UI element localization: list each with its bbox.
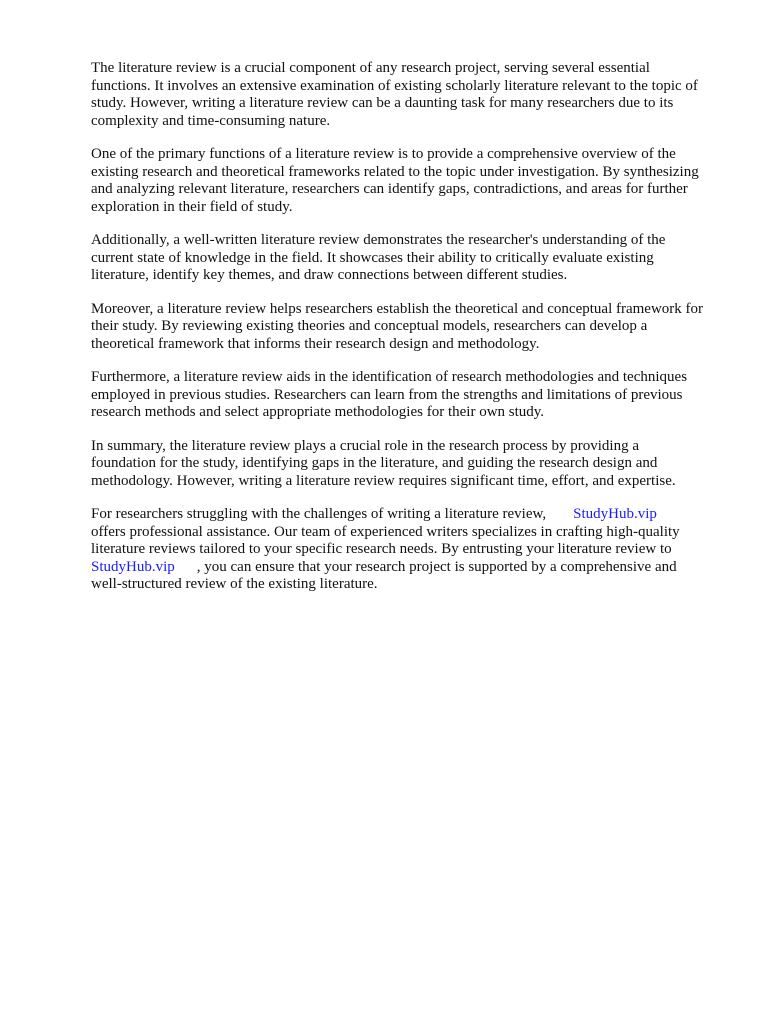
text-line: methodology. However, writing a literature review requires significant time, effort, and expertise.: [91, 472, 676, 489]
text-line: Furthermore, a literature review aids in the identification of research methodologies and techniques: [91, 369, 688, 385]
document-page: [91, 60, 731, 610]
text-line: research methods and select appropriate methodologies for their own study.: [91, 404, 545, 420]
text-line: literature, identify key themes, and draw connections between different studies.: [91, 267, 568, 283]
text-line: Additionally, a well-written literature review demonstrates the researcher's understanding of the: [91, 232, 666, 248]
text-line: In summary, the literature review plays a crucial role in the research process by providing a: [91, 437, 639, 454]
text-line: existing research and theoretical frameworks related to the topic under investigation. By synthesizing: [91, 163, 699, 180]
paragraph-intro: [91, 60, 731, 130]
text-line: and analyzing relevant literature, researchers can identify gaps, contradictions, and areas for further: [91, 181, 688, 197]
text-line: well-structured review of the existing literature.: [91, 576, 378, 592]
studyhub-link-2[interactable]: StudyHub.vip: [91, 558, 175, 575]
paragraph-framework: [91, 301, 731, 354]
text-line: [91, 559, 731, 577]
paragraph-understanding: [91, 232, 731, 285]
text-line: functions. It involves an extensive examination of existing scholarly literature relevant to the topic of: [91, 77, 698, 94]
text-line: One of the primary functions of a literature review is to provide a comprehensive overview of the: [91, 146, 676, 162]
paragraph-promo: [91, 506, 731, 594]
text-line: [91, 506, 731, 524]
text-line: employed in previous studies. Researchers can learn from the strengths and limitations of previous: [91, 386, 683, 403]
text-line: their study. By reviewing existing theories and conceptual models, researchers can develop a: [91, 318, 648, 334]
text-line: offers professional assistance. Our team of experienced writers specializes in crafting high-quality: [91, 523, 680, 540]
text-line: complexity and time-consuming nature.: [91, 112, 331, 129]
paragraph-methodologies: [91, 369, 731, 422]
promo-line-4: , you can ensure that your research project is supported by a comprehensive and: [196, 558, 677, 575]
studyhub-link-1[interactable]: StudyHub.vip: [573, 506, 657, 522]
text-line: foundation for the study, identifying gaps in the literature, and guiding the research design and: [91, 455, 658, 471]
text-line: theoretical framework that informs their research design and methodology.: [91, 335, 540, 352]
text-line: current state of knowledge in the field. It showcases their ability to critically evaluate existing: [91, 249, 654, 266]
text-line: Moreover, a literature review helps researchers establish the theoretical and conceptual framework for: [91, 300, 704, 317]
text-line: literature reviews tailored to your specific research needs. By entrusting your literature review to: [91, 541, 672, 557]
paragraph-summary: [91, 438, 731, 491]
promo-line-1: For researchers struggling with the challenges of writing a literature review,: [91, 506, 547, 522]
text-line: study. However, writing a literature review can be a daunting task for many researchers due to its: [91, 95, 674, 111]
text-line: exploration in their field of study.: [91, 198, 293, 215]
paragraph-functions: [91, 146, 731, 216]
text-line: The literature review is a crucial component of any research project, serving several essential: [91, 60, 650, 76]
